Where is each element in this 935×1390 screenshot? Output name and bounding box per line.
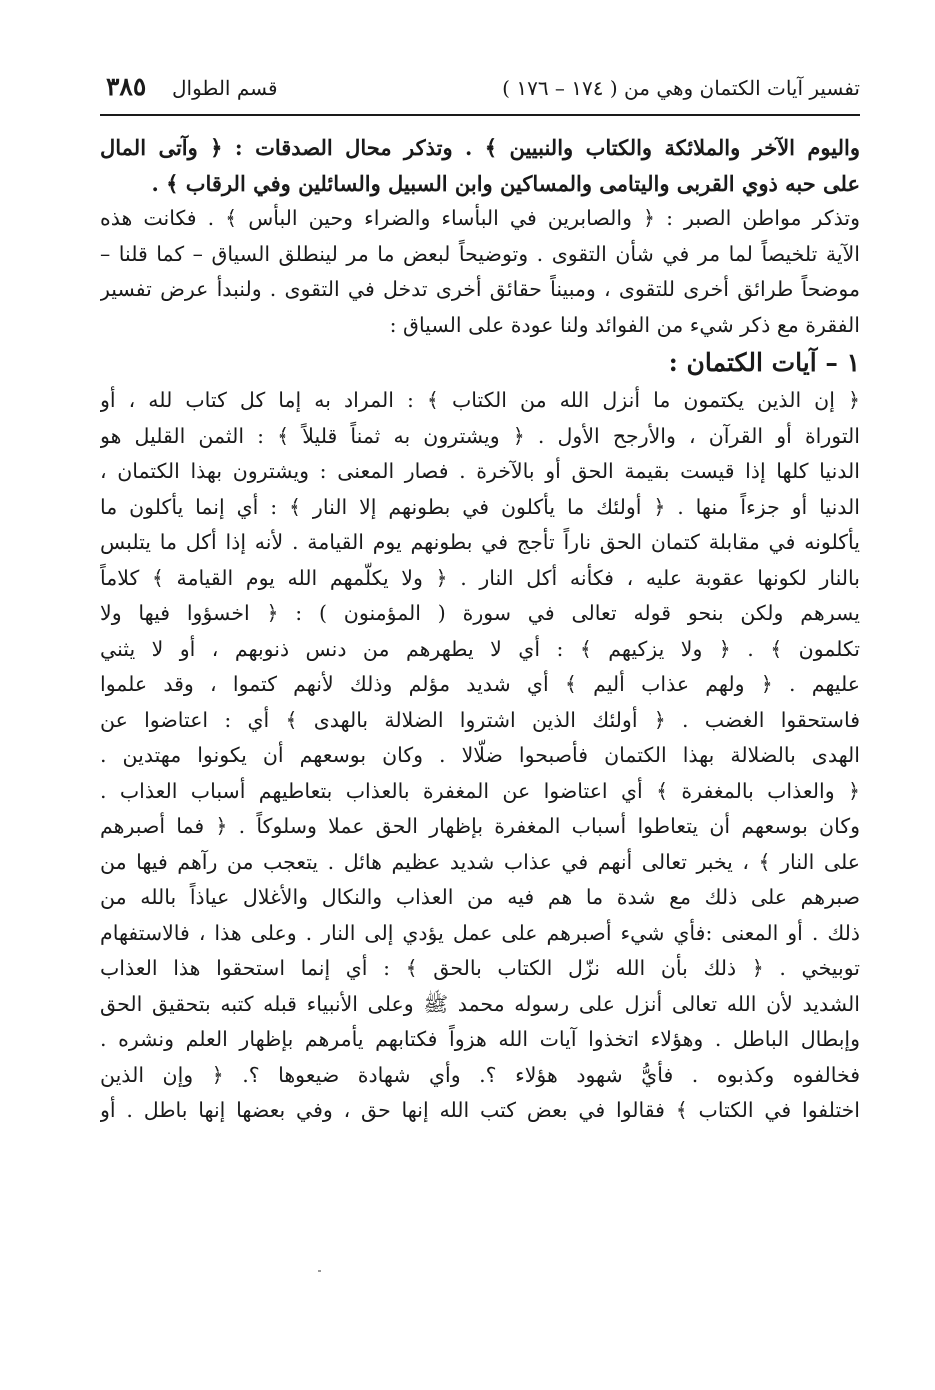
text-line: الدنيا كلها إذا قيست بقيمة الحق أو بالآخرة . فصار المعنى : ويشترون بهذا الكتمان ،	[100, 459, 860, 483]
text-line: توبيخي . ﴿ ذلك بأن الله نزّل الكتاب بالحق ﴾ : أي إنما استحقوا هذا العذاب	[100, 956, 860, 980]
text-line: على حبه ذوي القربى واليتامى والمساكين وابن السبيل والسائلين وفي الرقاب ﴾ .	[151, 170, 860, 196]
running-title: تفسير آيات الكتمان وهي من ( ١٧٤ – ١٧٦ )	[502, 76, 860, 100]
page-number: ٣٨٥	[106, 72, 147, 101]
text-line: يسرهم ولكن بنحو قوله تعالى في سورة ( المؤمنون ) : ﴿ اخسؤوا فيها ولا	[100, 601, 860, 625]
text-line: موضحاً طرائق أخرى للتقوى ، ومبيناً حقائق أخرى تدخل في التقوى . ولنبدأ عرض تفسير	[100, 277, 860, 301]
text-line: يأكلونه في مقابلة كتمان الحق ناراً تأجج في بطونهم يوم القيامة . لأنه إذا أكل ما يتلبس	[100, 530, 860, 554]
text-line: على النار ﴾ ، يخبر تعالى أنهم في عذاب شديد عظيم هائل . يتعجب من رآهم فيها من	[100, 849, 860, 874]
text-line: وكان بوسعهم أن يتعاطوا أسباب المغفرة بإظهار الحق عملا وسلوكاً . ﴿ فما أصبرهم	[100, 814, 860, 838]
text-line: ﴿ إن الذين يكتمون ما أنزل الله من الكتاب ﴾ : المراد به إما كل كتاب لله ، أو	[100, 388, 860, 412]
text-line: الفقرة مع ذكر شيء من الفوائد ولنا عودة على السياق :	[389, 312, 860, 337]
text-line: التوراة أو القرآن ، والأرجح الأول . ﴿ ويشترون به ثمناً قليلاً ﴾ : الثمن القليل هو	[100, 423, 860, 448]
page	[100, 70, 860, 1129]
text-line: صبرهم على ذلك مع شدة ما هم فيه من العذاب والنكال والأغلال عياذاً بالله من	[100, 885, 860, 909]
text-line: فاستحقوا الغضب . ﴿ أولئك الذين اشتروا الضلالة بالهدى ﴾ أي : اعتاضوا عن	[100, 707, 860, 732]
text-line: الشديد لأن الله تعالى أنزل على رسوله محمد ﷺ وعلى الأنبياء قبله كتبه بتحقيق الحق	[100, 991, 860, 1016]
running-header	[100, 70, 860, 116]
text-line: فخالفوه وكذبوه . فأيُّ شهود هؤلاء ؟. وأي شهادة ضيعوها ؟. ﴿ وإن الذين	[100, 1062, 860, 1087]
text-line: ذلك . أو المعنى :فأي شيء أصبرهم على عمل يؤدي إلى النار . وعلى هذا ، فالاستفهام	[100, 920, 860, 945]
text-line: واليوم الآخر والملائكة والكتاب والنبيين ﴾ . وتذكر محال الصدقات : ﴿ وآتى المال	[100, 135, 860, 160]
text-line: تكلمون ﴾ . ﴿ ولا يزكيهم ﴾ : أي لا يطهرهم من دنس ذنوبهم ، أو لا يثني	[100, 636, 860, 661]
text-line: الآية تلخيصاً لما مر في شأن التقوى . وتوضيحاً لبعض ما مر لينطلق السياق – كما قلنا –	[100, 241, 860, 266]
section-name: قسم الطوال	[172, 76, 278, 100]
text-line: بالنار لكونها عقوبة عليه ، فكأنه أكل النار . ﴿ ولا يكلّمهم الله يوم القيامة ﴾ كلاماً	[100, 565, 860, 590]
scan-speck	[318, 1270, 321, 1272]
text-line: ﴿ والعذاب بالمغفرة ﴾ أي اعتاضوا عن المغفرة بالعذاب بتعاطيهم أسباب العذاب .	[100, 778, 860, 803]
body-text	[100, 130, 860, 1129]
text-line: الهدى بالضلالة بهذا الكتمان فأصبحوا ضلّالا . وكان بوسعهم أن يكونوا مهتدين .	[100, 743, 860, 767]
text-line: عليهم . ﴿ ولهم عذاب أليم ﴾ أي شديد مؤلم وذلك لأنهم كتموا ، وقد علموا	[100, 672, 860, 696]
text-line: وإبطال الباطل . وهؤلاء اتخذوا آيات الله هزواً فكتابهم يأمرهم بإظهار العلم ونشره .	[100, 1027, 860, 1051]
text-line: الدنيا أو جزءاً منها . ﴿ أولئك ما يأكلون في بطونهم إلا النار ﴾ : أي إنما يأكلون ما	[100, 494, 860, 519]
text-line: اختلفوا في الكتاب ﴾ فقالوا في بعض كتب الله إنها حق ، وفي بعضها إنها باطل . أو	[100, 1098, 860, 1122]
text-line: وتذكر مواطن الصبر : ﴿ والصابرين في البأساء والضراء وحين البأس ﴾ . فكانت هذه	[100, 206, 860, 230]
section-heading: ١ – آيات الكتمان :	[668, 348, 860, 377]
